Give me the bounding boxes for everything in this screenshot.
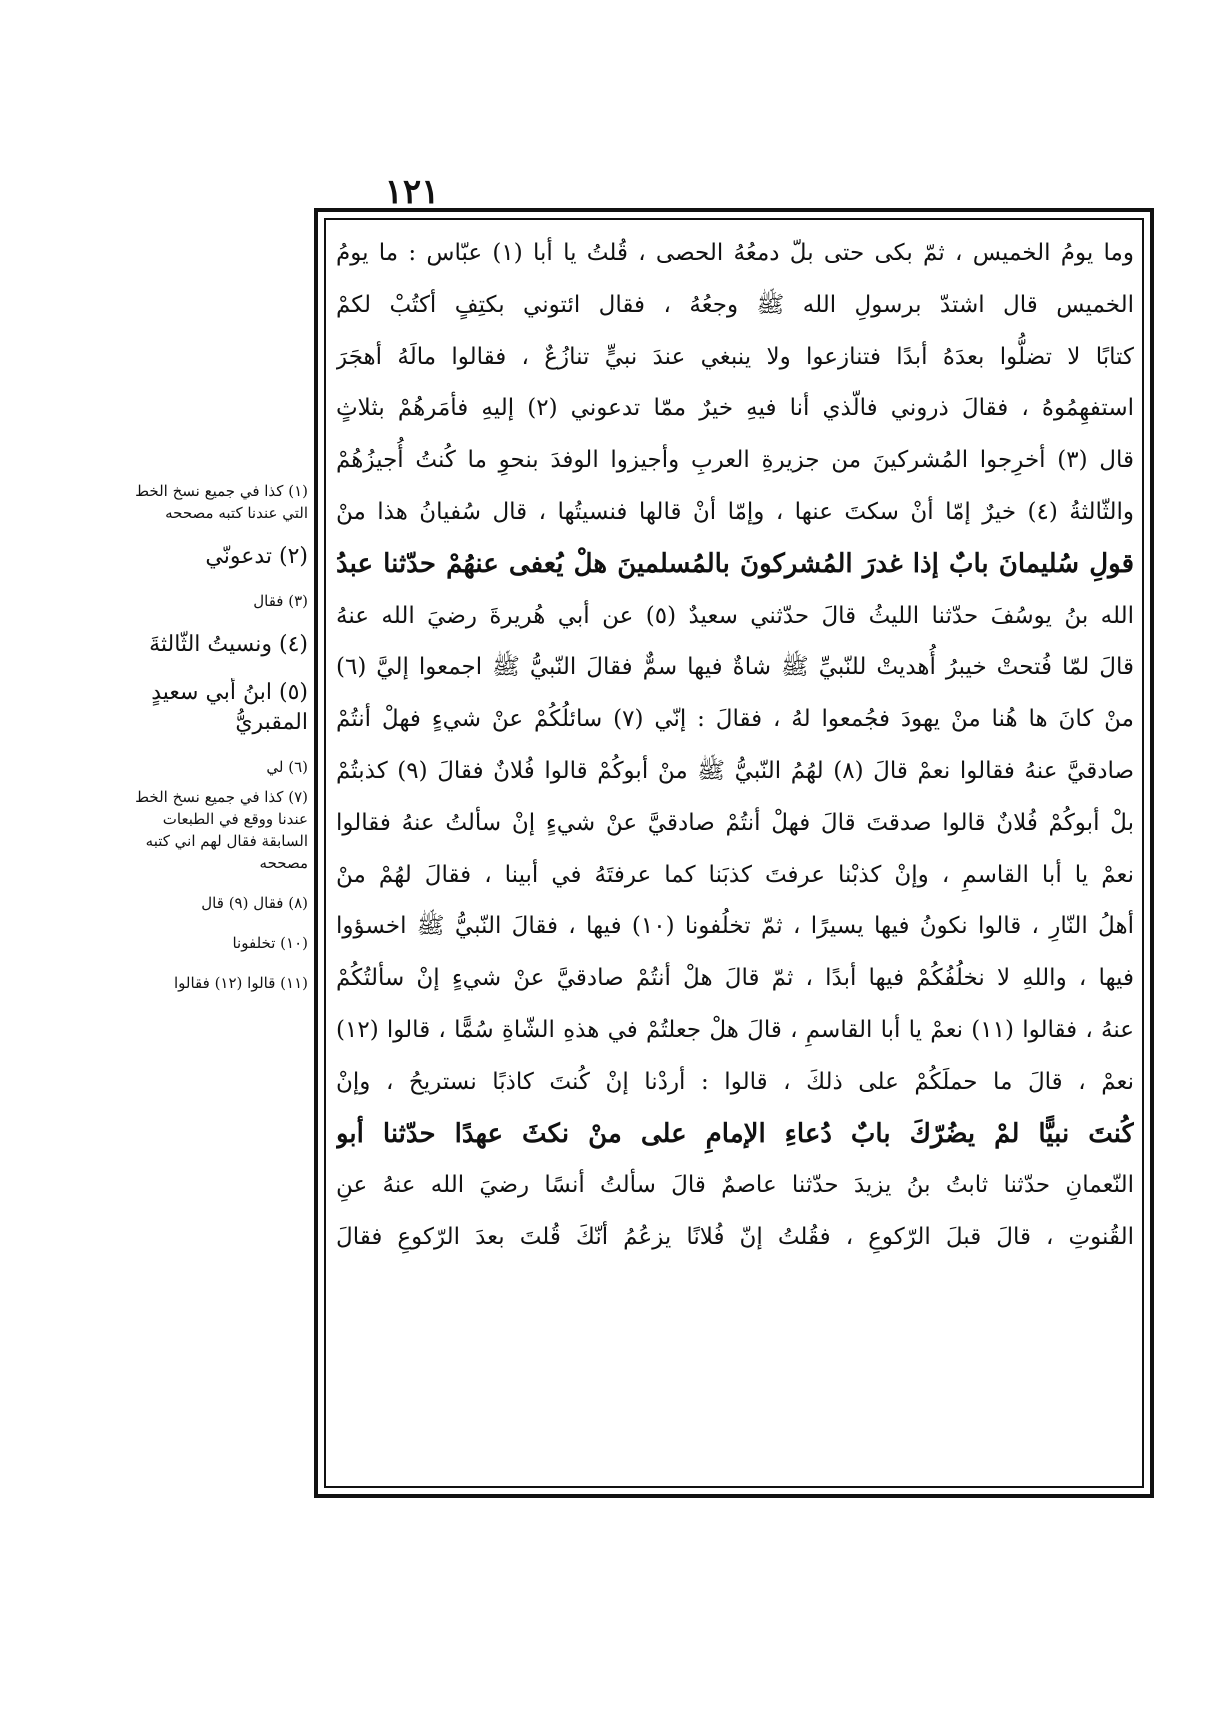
text-line: فيها ، واللهِ لا نخلُفُكُمْ فيها أبدًا ، ثمّ قالَ هلْ أنتُمْ صادقيَّ عنْ شيءٍ إنْ سألتُكُمْ bbox=[336, 965, 1134, 992]
footnote: (٨) فقال (٩) قال bbox=[201, 894, 308, 912]
text-line: صادقيَّ عنهُ فقالوا نعمْ قالَ (٨) لهُمُ النّبيُّ ﷺ منْ أبوكُمْ قالوا فُلانٌ فقالَ (٩) كذبتُمْ bbox=[336, 757, 1134, 784]
text-line: أهلُ النّارِ ، قالوا نكونُ فيها يسيرًا ، ثمّ تخلُفونا (١٠) فيها ، فقالَ النّبيُّ ﷺ اخسؤوا bbox=[336, 913, 1134, 940]
footnote: (١١) قالوا (١٢) فقالوا bbox=[173, 974, 308, 992]
text-line: قالَ لمّا فُتحتْ خيبرُ أُهديتْ للنّبيِّ ﷺ شاةٌ فيها سمٌّ فقالَ النّبيُّ ﷺ اجمعوا إليَّ (٦) bbox=[336, 654, 1134, 681]
text-line: الله بنُ يوسُفَ حدّثنا الليثُ قالَ حدّثني سعيدٌ (٥) عن أبي هُريرةَ رضيَ الله عنهُ bbox=[336, 602, 1134, 629]
margin-footnotes bbox=[130, 480, 308, 1012]
page-number: ١٢١ bbox=[384, 172, 440, 212]
text-line: والثّالثةُ (٤) خيرٌ إمّا أنْ سكتَ عنها ، وإمّا أنْ قالها فنسيتُها ، قال سُفيانُ هذا منْ bbox=[336, 498, 1134, 525]
footnote: (٥) ابنُ أبي سعيدٍ المقبريُّ bbox=[151, 680, 308, 735]
text-line-chapter-heading: قولِ سُليمانَ بابٌ إذا غدرَ المُشركونَ بالمُسلمينَ هلْ يُعفى عنهُمْ حدّثنا عبدُ bbox=[336, 548, 1134, 579]
text-line: نعمْ يا أبا القاسمِ ، وإنْ كذبْنا عرفتَ كذبَنا كما عرفتَهُ في أبينا ، فقالَ لهُمْ منْ bbox=[336, 861, 1134, 888]
footnote: (٦) لي bbox=[266, 758, 308, 776]
text-line: قال (٣) أخرِجوا المُشركينَ من جزيرةِ العربِ وأجيزوا الوفدَ بنحوِ ما كُنتُ أُجيزُهُمْ bbox=[336, 447, 1134, 474]
text-line: وما يومُ الخميس ، ثمّ بكى حتى بلّ دمعُهُ الحصى ، قُلتُ يا أبا (١) عبّاس : ما يومُ bbox=[336, 240, 1134, 266]
text-line: بلْ أبوكُمْ فُلانٌ قالوا صدقتَ قالَ فهلْ أنتُمْ صادقيَّ عنْ شيءٍ إنْ سألتُ عنهُ فقالوا bbox=[336, 809, 1134, 836]
text-line: القُنوتِ ، قالَ قبلَ الرّكوعِ ، فقُلتُ إنّ فُلانًا يزعُمُ أنّكَ قُلتَ بعدَ الرّكوعِ فقالَ bbox=[336, 1224, 1134, 1251]
footnote: (٧) كذا في جميع نسخ الخط عندنا ووقع في الطبعات السابقة فقال لهم اني كتبه مصححه bbox=[135, 788, 308, 872]
footnote: (١) كذا في جميع نسخ الخط التي عندنا كتبه مصححه bbox=[135, 482, 308, 522]
footnote: (١٠) تخلفونا bbox=[232, 934, 308, 952]
text-line: منْ كانَ ها هُنا منْ يهودَ فجُمعوا لهُ ، فقالَ : إنّي (٧) سائلُكُمْ عنْ شيءٍ فهلْ أنتُمْ bbox=[336, 706, 1134, 733]
footnote: (٢) تدعونّي bbox=[205, 544, 308, 569]
text-line-chapter-heading: كُنتَ نبيًّا لمْ يضُرّكَ بابٌ دُعاءِ الإمامِ على منْ نكثَ عهدًا حدّثنا أبو bbox=[336, 1118, 1134, 1149]
text-line: النّعمانِ حدّثنا ثابتُ بنُ يزيدَ حدّثنا عاصمٌ قالَ سألتُ أنسًا رضيَ الله عنهُ عنِ bbox=[336, 1172, 1134, 1199]
text-line: استفهِمُوهُ ، فقالَ ذروني فالّذي أنا فيهِ خيرٌ ممّا تدعوني (٢) إليهِ فأمَرهُمْ بثلاثٍ bbox=[336, 395, 1134, 422]
text-line: الخميس قال اشتدّ برسولِ الله ﷺ وجعُهُ ، فقال ائتوني بكتِفٍ أكتُبْ لكمْ bbox=[336, 291, 1134, 318]
main-text bbox=[336, 228, 1134, 1478]
text-line: نعمْ ، قالَ ما حملَكُمْ على ذلكَ ، قالوا : أردْنا إنْ كُنتَ كاذبًا نستريحُ ، وإنْ bbox=[336, 1068, 1134, 1095]
text-line: كتابًا لا تضلُّوا بعدَهُ أبدًا فتنازعوا ولا ينبغي عندَ نبيٍّ تنازُعٌ ، فقالوا مالَهُ أهجَرَ bbox=[336, 343, 1134, 370]
footnote: (٤) ونسيتُ الثّالثةَ bbox=[149, 632, 308, 657]
text-line: عنهُ ، فقالوا (١١) نعمْ يا أبا القاسمِ ، قالَ هلْ جعلتُمْ في هذهِ الشّاةِ سُمًّا ، قالوا (١٢) bbox=[336, 1016, 1134, 1043]
footnote: (٣) فقال bbox=[253, 592, 308, 610]
